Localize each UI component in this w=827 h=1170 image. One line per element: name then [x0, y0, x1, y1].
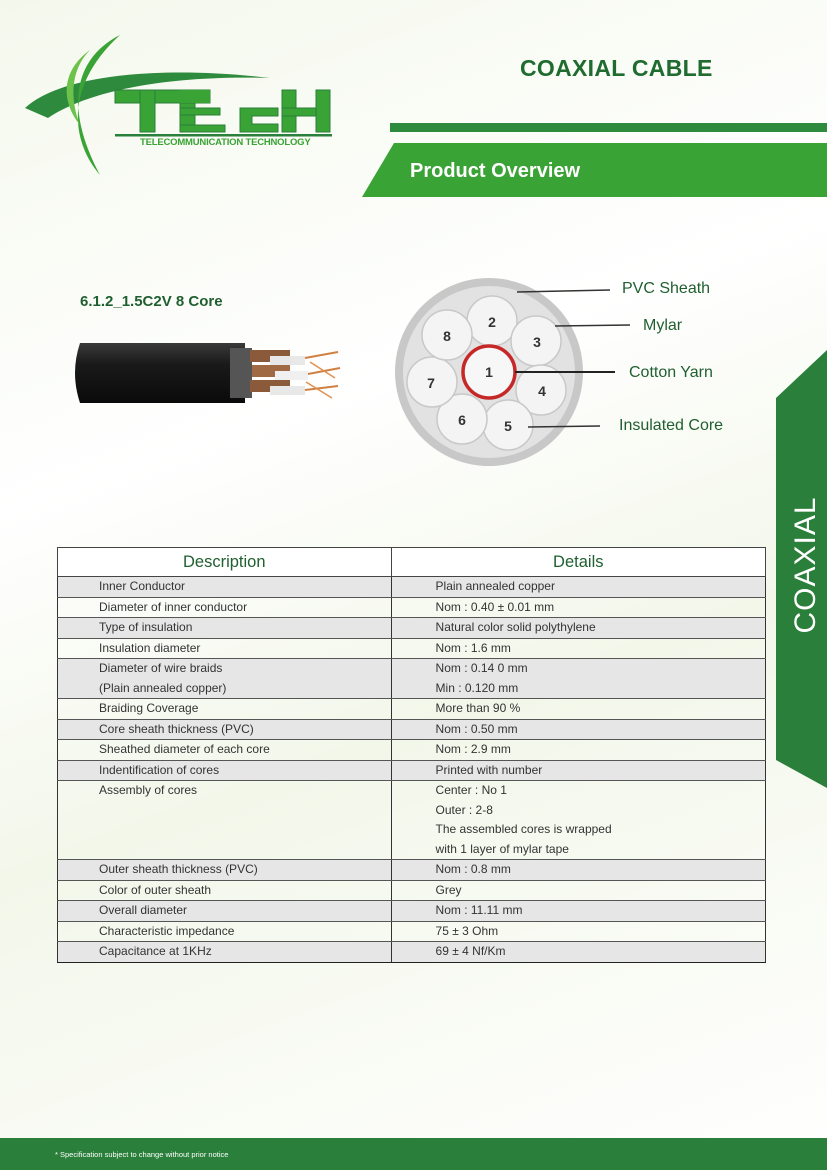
label-insulated-core: Insulated Core: [619, 417, 724, 434]
details-cell-text: Center : No 1: [435, 783, 507, 797]
section-title: Product Overview: [410, 160, 581, 182]
side-tab-label: COAXIAL: [789, 496, 822, 634]
details-cell-text: Nom : 0.14 0 mm: [435, 661, 528, 675]
details-cell: [391, 880, 765, 901]
description-cell: [58, 901, 392, 922]
description-cell: [58, 719, 392, 740]
details-cell-text: Nom : 0.50 mm: [435, 721, 518, 736]
details-cell-text: Nom : 11.11 mm: [435, 903, 523, 917]
description-cell: [58, 880, 392, 901]
description-cell-text: Overall diameter: [99, 903, 188, 917]
table-row: [58, 921, 766, 942]
details-cell-text: Nom : 1.6 mm: [435, 640, 511, 655]
table-row: [58, 699, 766, 720]
cable-photo: [70, 338, 345, 408]
document-title: COAXIAL CABLE: [520, 55, 713, 81]
description-cell: [58, 740, 392, 761]
description-cell: [58, 860, 392, 881]
details-cell-text: Nom : 0.40 ± 0.01 mm: [435, 599, 555, 614]
description-cell: [58, 760, 392, 781]
details-cell-text: Printed with number: [435, 762, 543, 777]
label-mylar: Mylar: [643, 317, 683, 334]
core-number-2: 2: [488, 314, 496, 330]
details-cell: [391, 597, 765, 618]
product-name: 6.1.2_1.5C2V 8 Core: [80, 293, 223, 310]
description-cell-text: Inner Conductor: [99, 579, 186, 593]
description-cell: [58, 942, 392, 963]
details-cell-text: Nom : 0.8 mm: [435, 862, 511, 876]
core-number-7: 7: [427, 375, 435, 391]
table-row: [58, 942, 766, 963]
details-cell: [391, 901, 765, 922]
details-cell-text: Grey: [435, 882, 462, 897]
table-row: [58, 760, 766, 781]
details-cell-text: Min : 0.120 mm: [435, 680, 519, 695]
details-cell-text: Outer : 2-8: [435, 802, 493, 817]
header-divider: [390, 123, 827, 132]
description-cell-text: Diameter of wire braids: [99, 661, 223, 675]
description-cell-text: Diameter of inner conductor: [99, 599, 248, 614]
details-cell-text: Nom : 2.9 mm: [435, 742, 511, 756]
table-row: [58, 659, 766, 699]
description-cell: [58, 597, 392, 618]
details-cell: [391, 699, 765, 720]
details-cell: [391, 618, 765, 639]
description-cell-text: Assembly of cores: [99, 783, 198, 797]
label-cotton-yarn: Cotton Yarn: [629, 364, 713, 381]
details-cell: [391, 860, 765, 881]
details-cell-text: 69 ± 4 Nf/Km: [435, 944, 506, 958]
details-cell: [391, 760, 765, 781]
description-cell-text: Type of insulation: [99, 620, 193, 634]
table-row: [58, 860, 766, 881]
core-number-4: 4: [538, 383, 546, 399]
brand-subtitle: TELECOMMUNICATION TECHNOLOGY: [140, 137, 311, 148]
tech-logo: [20, 30, 340, 180]
description-cell-text: Braiding Coverage: [99, 701, 199, 715]
details-cell: [391, 719, 765, 740]
table-body: [58, 577, 766, 963]
footer-note: * Specification subject to change without prior notice: [55, 1150, 229, 1159]
table-row: [58, 901, 766, 922]
details-cell: [391, 740, 765, 761]
description-cell: [58, 659, 392, 699]
table-header-row: [58, 548, 766, 577]
description-cell-text: Color of outer sheath: [99, 882, 212, 897]
core-number-1: 1: [485, 364, 493, 380]
details-cell-text: The assembled cores is wrapped: [435, 822, 612, 836]
description-cell-text: Sheathed diameter of each core: [99, 742, 270, 756]
description-cell-text: Capacitance at 1KHz: [99, 944, 212, 958]
description-cell: [58, 699, 392, 720]
core-number-3: 3: [533, 334, 541, 350]
description-cell: [58, 577, 392, 598]
details-cell-text: Plain annealed copper: [435, 579, 555, 593]
header-description: Description: [58, 548, 392, 577]
header-details: Details: [391, 548, 765, 577]
details-cell-text: Natural color solid polythylene: [435, 620, 596, 634]
core-number-6: 6: [458, 412, 466, 428]
details-cell: [391, 577, 765, 598]
table-row: [58, 719, 766, 740]
core-number-5: 5: [504, 418, 512, 434]
description-cell: [58, 781, 392, 860]
description-cell: [58, 921, 392, 942]
details-cell: [391, 921, 765, 942]
description-cell-text: Characteristic impedance: [99, 923, 235, 938]
specification-table: [57, 547, 766, 963]
table-row: [58, 880, 766, 901]
description-cell-text: Insulation diameter: [99, 640, 201, 655]
table-row: [58, 597, 766, 618]
table-row: [58, 781, 766, 860]
description-cell: [58, 638, 392, 659]
description-cell-text: (Plain annealed copper): [99, 680, 227, 695]
details-cell-text: 75 ± 3 Ohm: [435, 923, 499, 938]
table-row: [58, 638, 766, 659]
details-cell: [391, 638, 765, 659]
details-cell: [391, 781, 765, 860]
description-cell-text: Outer sheath thickness (PVC): [99, 862, 258, 876]
details-cell-text: with 1 layer of mylar tape: [435, 841, 569, 856]
table-row: [58, 740, 766, 761]
description-cell-text: Core sheath thickness (PVC): [99, 721, 254, 736]
description-cell: [58, 618, 392, 639]
details-cell-text: More than 90 %: [435, 701, 521, 715]
details-cell: [391, 942, 765, 963]
label-pvc-sheath: PVC Sheath: [622, 280, 711, 297]
details-cell: [391, 659, 765, 699]
core-number-8: 8: [443, 328, 451, 344]
table-row: [58, 618, 766, 639]
table-row: [58, 577, 766, 598]
description-cell-text: Indentification of cores: [99, 762, 220, 777]
